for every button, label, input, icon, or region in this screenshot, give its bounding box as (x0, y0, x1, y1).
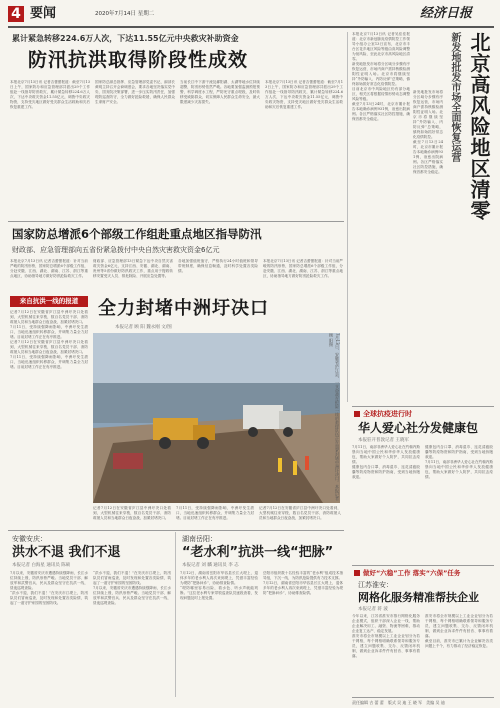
frontline-column-bottom-2: 7月11日，受持续强降雨影响，中洲圩发生溃口，当地迅速组织转移群众，并调集力量全力封堵。目前封堵工作正在有序推进。 (176, 506, 254, 520)
frontline-column-bottom-3: 记者7月12日在安徽省庐江县中洲圩决口处看到，大型机械往来穿梭，数百名党员干部、消防救援人员和当地群众日夜奋战，加紧封堵决口。 (259, 506, 341, 520)
masthead (0, 0, 500, 30)
paper-logo: 经济日报 (420, 6, 473, 21)
jiangsu-column-2: 淮安市将全市规模以上工业企业划分为若干网格，每个网格明确联系领导和服务专员，建立问题收集、交办、反馈闭环机制，做到企业诉求件件有回音、事事有着落。 截至目前，淮安市已累计为企业解决各类问题上千个，有力推动了经济稳定恢复。 (425, 614, 493, 648)
lead-column-4: 本报北京7月13日讯 记者吉蕾蕾报道：截至7月13日上午，国家防办和应急管理部共派出29个工作组赴一线指导防汛救灾，累计紧急转移224.6万人次，下达中央救灾资金11.55亿元，调拨中央救灾物资，支持受灾地区做好受灾群众生活救助和灾后恢复重建工作。 (265, 80, 343, 109)
page-number: 4 (11, 6, 21, 22)
issue-date: 2020年7月14日 星期二 (95, 11, 155, 17)
section-name: 要闻 (30, 6, 57, 21)
sub-story-column-1: 本报北京7月13日讯 记者吉蕾蕾报道：针对当前严峻的防汛形势，国家防总增派6个部级工作组，分赴安徽、江西、湖北、湖南、江苏、浙江等重点地区，协助指导地方做好防汛抢险救灾工作。 (10, 259, 88, 278)
jiangsu-byline: 本报记者 蒋 波 (358, 607, 388, 612)
jiangsu-tag: 做好“六稳”工作 落实“六保”任务 (363, 569, 461, 577)
flood-site-illustration (93, 333, 340, 503)
footer-editors: 责任编辑 吉 蕾 蕾 版式 吴 迪 王 晓 军 美编 吴 迪 (352, 700, 445, 705)
sidebar-divider (347, 32, 348, 402)
hunan-byline: 本报记者 刘 麟 通讯员 李 志 (182, 563, 239, 568)
sub-story-column-3: 各地加强值班值守，严格执行24小时值班和领导带班制度，确保信息畅通，及时科学处置各类险情。 (178, 259, 258, 273)
jiangsu-column-1: 今年以来，江苏省淮安市推行网格化服务企业模式，组织干部深入企业一线，帮助企业解决用工、融资、物流等困难，推动企业复工达产、稳定发展。 淮安市将全市规模以上工业企业划分为若干网格，每个网格明确联系领导和服务专员，建立问题收集、交办、反馈闭环机制，做到企业诉求件件有回音、事事有着落。 (352, 614, 420, 658)
hunan-title: “老水利”抗洪一线“把脉” (182, 545, 334, 560)
help-box-column-2: 健康包内含口罩、消毒湿巾、连花清瘟胶囊等防疫物资和防护指南，受到当地侨胞欢迎。 7月11日，南部非洲华人爱心社在约翰内斯堡向当地中国公民和华侨华人发放健康包，帮助大家做好个人防护，共同抗击疫情。 (425, 445, 493, 479)
frontline-photo (93, 333, 340, 503)
jiangsu-tag-icon (354, 570, 360, 576)
sub-story-title: 国家防总增派6个部级工作组赴重点地区指导防汛 (12, 227, 262, 241)
sidebar-vertical-subtitle: 新发地批发市场全面恢复运营 (449, 32, 460, 162)
frontline-big-title: 全力封堵中洲圩决口 (98, 298, 269, 319)
hunan-column-2: 岳阳市组织数十名经验丰富的“老水利”组成技术指导组，下沉一线，为防汛抢险提供有力技术支撑。 7月12日，湖南省岳阳市华容县长江大堤上，退休多年的老水利人再次来到堤上，凭借丰富经验为堤防“把脉问诊”，协助排查险情。 (263, 571, 343, 595)
help-box-title: 华人爱心社分发健康包 (358, 421, 479, 435)
lead-column-3: 当前长江中下游干流及鄱阳湖、太湖等地水位持续超警，防汛形势依然严峻。各地要加强监测预报预警，科学调度水工程，严防死守重点堤段，及时转移受威胁群众，切实保障人民群众生命安全，最大限度减少灾害损失。 (180, 80, 260, 104)
sidebar-column-2: 新发地批发市场将分区域分步骤有序恢复运营，市场内商户需持核酸检测阴性证明入场。北京市将继续坚持“外防输入、内防反弹”总策略，慎终如始抓好常态化疫情防控。 截至7月13日24时，北京市累计报告本地确诊病例931例，治愈出院病例。各区严格落实社区防控措施，确保首都安全稳定。 (413, 90, 443, 174)
help-box-top-rule (352, 406, 494, 407)
anhui-byline: 本报记者 白海星 通讯员 陈硕 (12, 563, 71, 568)
help-box-tag: 全球抗疫进行时 (363, 410, 412, 418)
frontline-byline: 本报记者 顾 阳 魏永刚 文/图 (115, 325, 172, 330)
hunan-province: 湖南岳阳： (182, 535, 217, 543)
hunan-column-1: 7月12日，湖南省岳阳市华容县长江大堤上，退休多年的老水利人再次来到堤上，凭借丰富经验为堤防“把脉问诊”，协助排查险情。 “堤防哪里容易出险，看水色、听水声就能判断。”这位老水利专家带领巡查队员逐段查看，发现问题及时上报处置。 (180, 571, 258, 600)
anhui-province: 安徽安庆： (12, 535, 47, 543)
sub-story-column-2: 财政部、应急管理部13日紧急下达中央自然灾害救灾资金6亿元，支持江西、安徽、湖北、湖南、贵州等5省份做好防汛救灾工作，重点用于搜救转移安置受灾人员、排危除险、开展应急处置等。 (93, 259, 173, 278)
jiangsu-title: 网格化服务精准帮扶企业 (358, 591, 479, 604)
sub-story-deck: 财政部、应急管理部向五省份紧急拨付中央自然灾害救灾资金6亿元 (12, 246, 220, 254)
frontline-column-left: 记者7月12日在安徽省庐江县中洲圩决口处看到，大型机械往来穿梭，数百名党员干部、消防救援人员和当地群众日夜奋战，加紧封堵决口。 7月11日，受持续强降雨影响，中洲圩发生溃口，当地迅速组织转移群众，并调集力量全力封堵。目前封堵工作正在有序推进。 记者7月12日在安徽省庐江县中洲圩决口处看到，大型机械往来穿梭，数百名党员干部、消防救援人员和当地群众日夜奋战，加紧封堵决口。 7月11日，受持续强降雨影响，中洲圩发生溃口，当地迅速组织转移群众，并调集力量全力封堵。目前封堵工作正在有序推进。 (10, 310, 88, 369)
header-rule (8, 26, 494, 28)
bottom-section-rule (8, 530, 344, 531)
help-box-tag-icon (354, 411, 360, 417)
jiangsu-top-rule (352, 565, 494, 566)
sub-story-column-4: 本报北京7月13日讯 记者吉蕾蕾报道：针对当前严峻的防汛形势，国家防总增派6个部级工作组，分赴安徽、江西、湖北、湖南、江苏、浙江等重点地区，协助指导地方做好防汛抢险救灾工作。 (263, 259, 343, 278)
lead-title: 防汛抗洪取得阶段性成效 (28, 49, 249, 71)
frontline-photo-caption: 7月13日，安徽省庐江县，一支奋战在抢险一线的救援队伍正在加紧封堵中洲圩决口。本报记者 顾 阳摄 (329, 333, 340, 501)
help-box-byline: 本报驻开普敦记者 王晓军 (358, 438, 409, 443)
lead-column-1: 本报北京7月13日讯 记者吉蕾蕾报道：截至7月13日上午，国家防办和应急管理部共派出29个工作组赴一线指导防汛救灾，累计紧急转移224.6万人次，下达中央救灾资金11.55亿元，调拨中央救灾物资，支持受灾地区做好受灾群众生活救助和灾后恢复重建工作。 (10, 80, 90, 109)
bottom-divider (175, 532, 176, 697)
frontline-label: 来自抗洪一线的报道 (19, 297, 79, 305)
lead-kicker: 累计紧急转移224.6万人次，下达11.55亿元中央救灾补助资金 (12, 34, 239, 43)
sidebar-vertical-title: 北京高风险地区清零 (467, 32, 491, 221)
footer-rule (352, 697, 494, 698)
anhui-column-2: “洪水不退，我们不退！”在安庆市江堤上，防汛队员们冒雨巡查，及时发现和处置各类险情，筑起了一道守护家园的坚固防线。 7月以来，安徽省安庆市遭遇持续强降雨，长江水位持续上涨，防汛形势严峻。当地党员干部、解放军和武警官兵、民兵及群众坚守在抗洪一线，昼夜巡堤查险。 (93, 571, 171, 605)
anhui-title: 洪水不退 我们不退 (12, 545, 121, 560)
sidebar-column-1: 本报北京7月13日讯 记者吴佳佳报道：北京市新冠肺炎疫情防控工作领导小组办公室13日宣布，北京市丰台区花乡地区风险等级由高风险调整为低风险，至此北京市高风险地区清零。 新发地批发市场将分区域分步骤有序恢复运营，市场内商户需持核酸检测阴性证明入场。北京市将继续坚持“外防输入、内防反弹”总策略，慎终如始抓好常态化疫情防控。 目前北京市中风险地区仍有部分地区，相关区将根据疫情形势动态调整风险等级。 截至7月13日24时，北京市累计报告本地确诊病例931例，治愈出院病例。各区严格落实社区防控措施，确保首都安全稳定。 (352, 32, 410, 121)
help-box-column-1: 7月11日，南部非洲华人爱心社在约翰内斯堡向当地中国公民和华侨华人发放健康包，帮助大家做好个人防护，共同抗击疫情。 健康包内含口罩、消毒湿巾、连花清瘟胶囊等防疫物资和防护指南，受到当地侨胞欢迎。 (352, 445, 420, 479)
anhui-column-1: 7月以来，安徽省安庆市遭遇持续强降雨，长江水位持续上涨，防汛形势严峻。当地党员干部、解放军和武警官兵、民兵及群众坚守在抗洪一线，昼夜巡堤查险。 “洪水不退，我们不退！”在安庆市江堤上，防汛队员们冒雨巡查，及时发现和处置各类险情，筑起了一道守护家园的坚固防线。 (10, 571, 88, 605)
frontline-column-bottom-1: 记者7月12日在安徽省庐江县中洲圩决口处看到，大型机械往来穿梭，数百名党员干部、消防救援人员和当地群众日夜奋战，加紧封堵决口。 (93, 506, 171, 520)
jiangsu-province: 江苏淮安： (358, 581, 393, 589)
sub-story-top-rule (8, 221, 344, 222)
lead-column-2: 国家防总副总指挥、应急管理部党委书记、副部长黄明主持召开会商调度会，要求各地坚决落实党中央、国务院决策部署，进一步压实防汛责任，加强堤防巡查防守，全力做好抢险救援，确保人民群众生命财产安全。 (95, 80, 175, 104)
